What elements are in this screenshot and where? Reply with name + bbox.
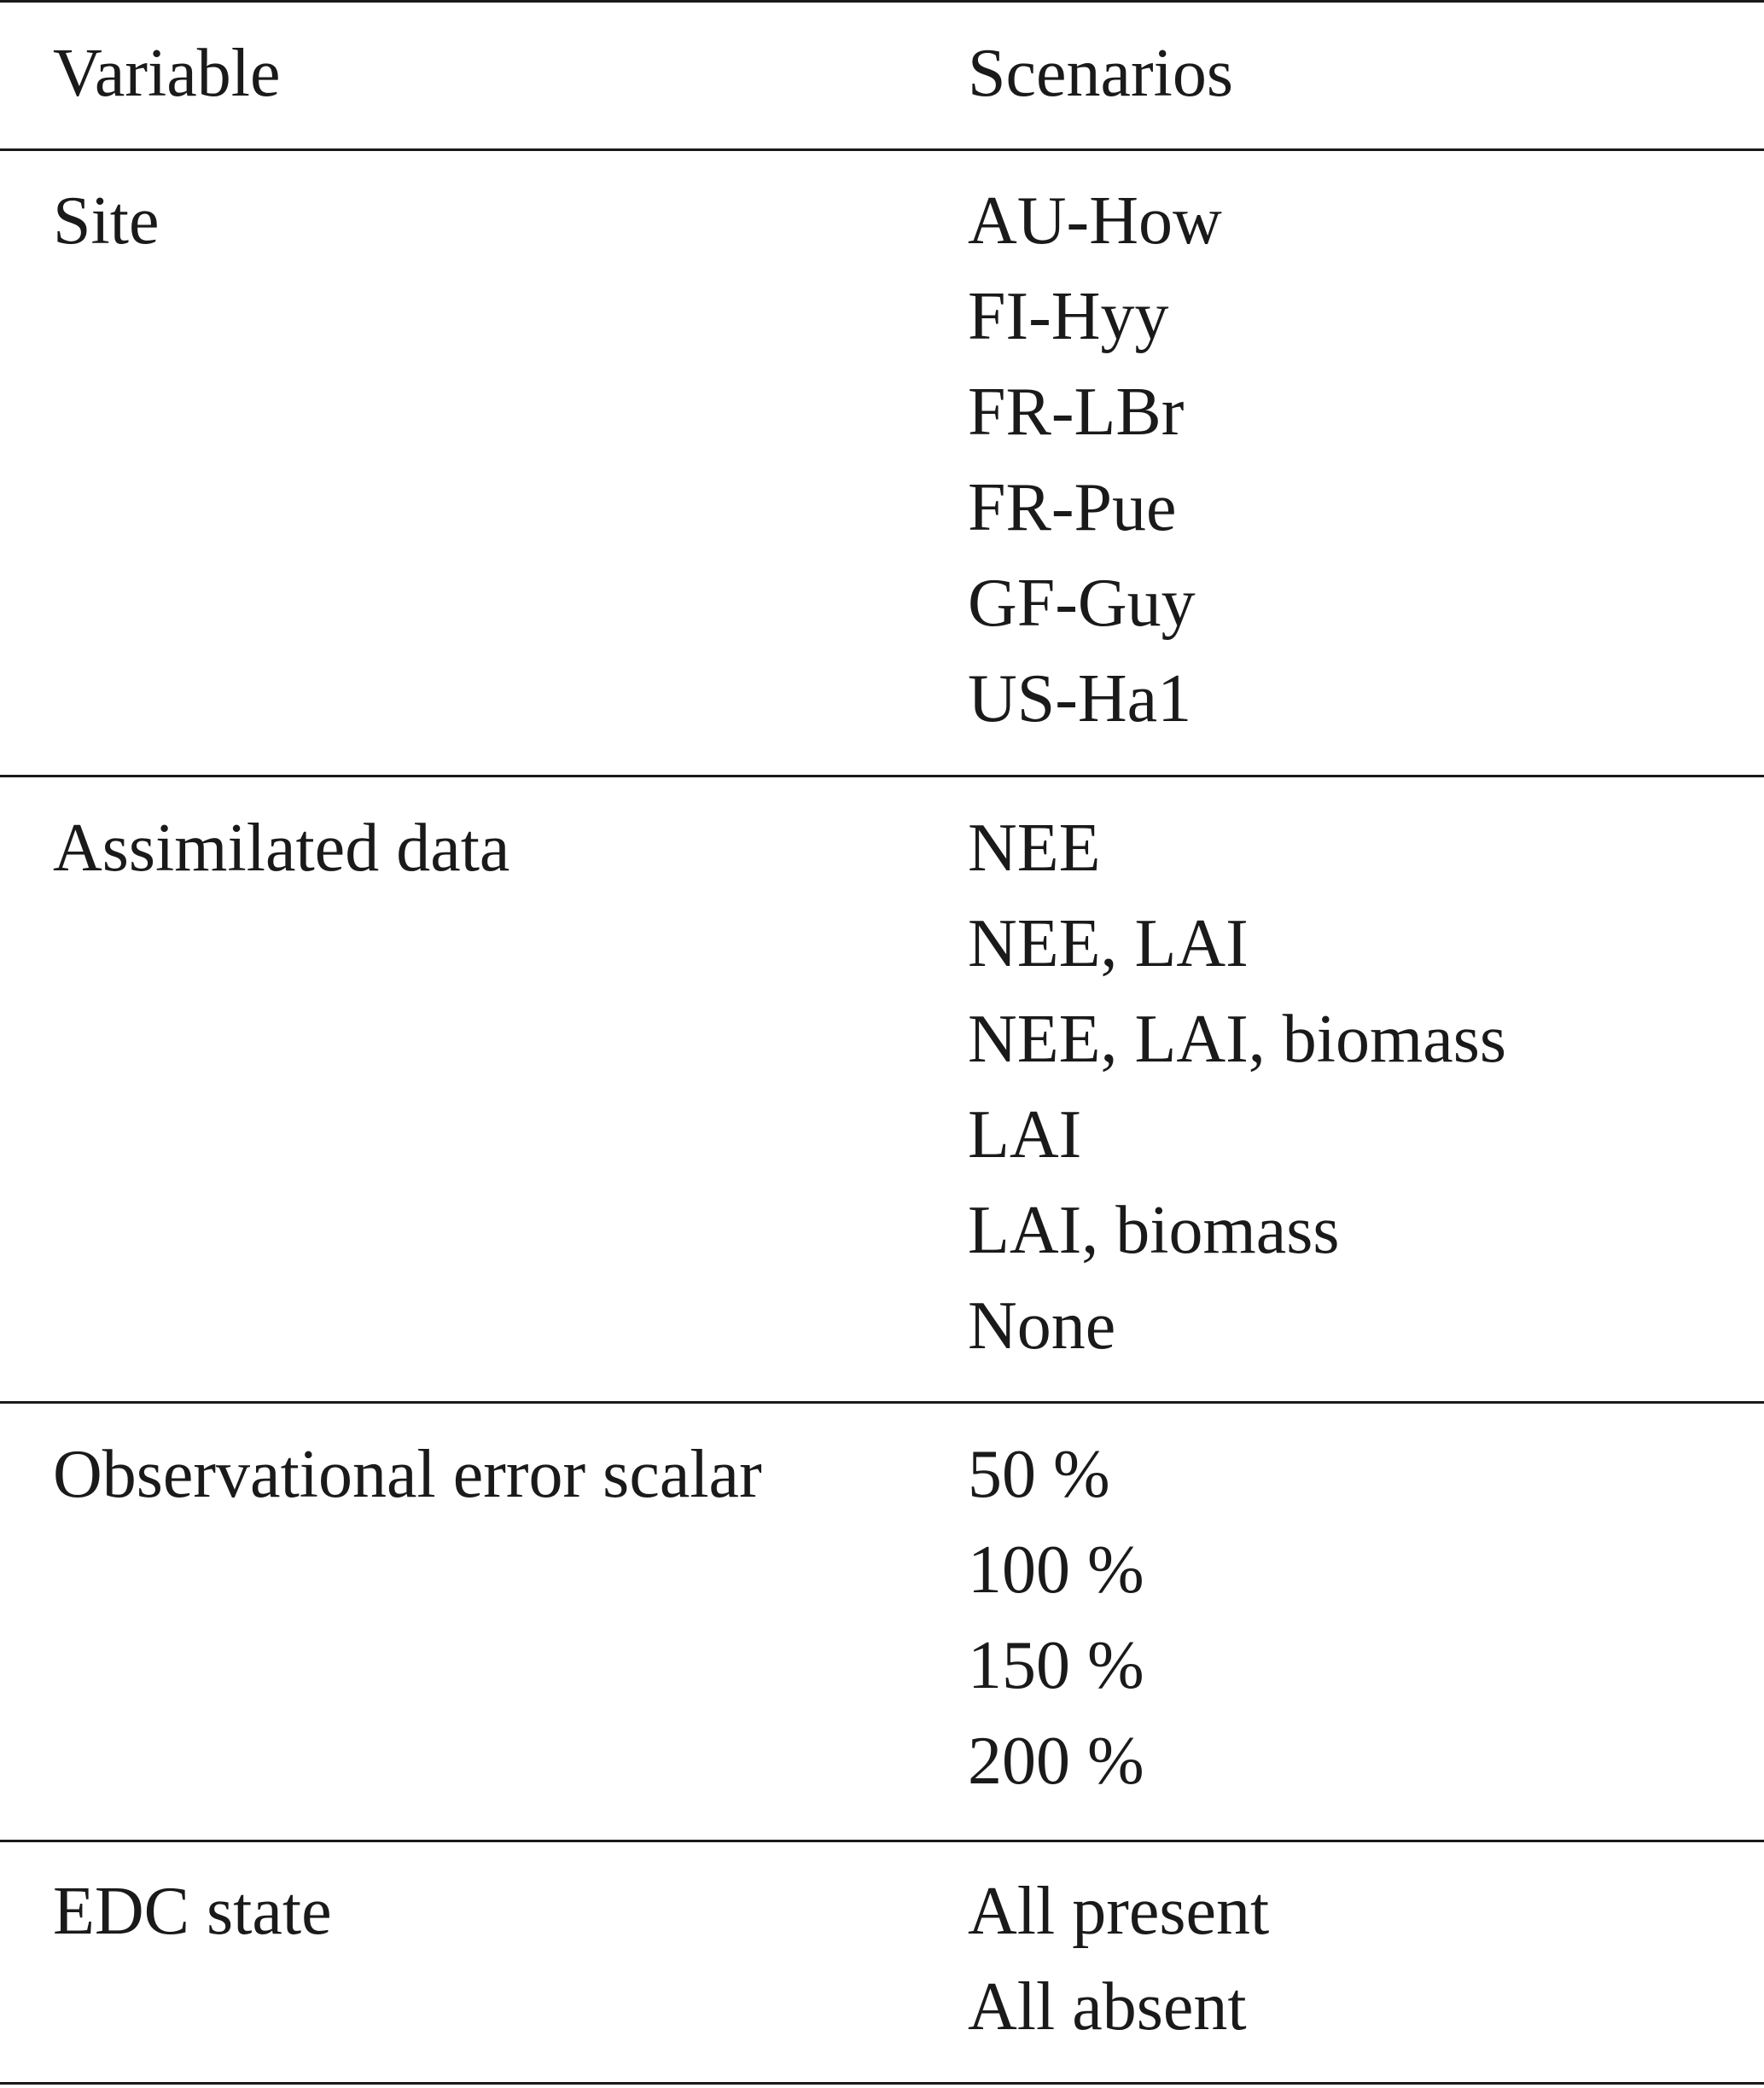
scenario-item: NEE, LAI, biomass <box>968 1002 1507 1077</box>
scenario-item: NEE, LAI <box>968 906 1249 981</box>
table-row-variable: Site <box>53 183 160 259</box>
header-variable: Variable <box>53 36 281 111</box>
scenario-item: LAI <box>968 1097 1082 1172</box>
row-divider <box>0 1401 1764 1404</box>
table-row-scenarios <box>968 1427 1144 1809</box>
scenario-item: All absent <box>968 1969 1247 2044</box>
table-row-scenarios <box>968 800 1506 1374</box>
table-bottom-rule <box>0 2082 1764 2085</box>
table-row-variable: Observational error scalar <box>53 1437 762 1512</box>
scenario-item: None <box>968 1288 1116 1364</box>
scenario-item: 150 % <box>968 1628 1144 1703</box>
scenario-item: GF-Guy <box>968 566 1196 641</box>
scenario-item: LAI, biomass <box>968 1193 1340 1268</box>
row-divider <box>0 1840 1764 1842</box>
scenario-item: US-Ha1 <box>968 661 1192 736</box>
header-scenarios: Scenarios <box>968 36 1234 111</box>
scenario-item: 200 % <box>968 1724 1144 1799</box>
scenario-item: 100 % <box>968 1533 1144 1608</box>
scenario-item: AU-How <box>968 183 1222 259</box>
table-row-scenarios <box>968 1864 1269 2055</box>
scenario-item: FR-Pue <box>968 470 1177 545</box>
scenario-item: 50 % <box>968 1437 1110 1512</box>
scenario-item: FI-Hyy <box>968 279 1169 354</box>
table-row-scenarios <box>968 173 1222 747</box>
scenario-item: All present <box>968 1874 1270 1949</box>
scenario-item: NEE <box>968 811 1101 886</box>
table-top-rule <box>0 0 1764 3</box>
header-rule <box>0 148 1764 151</box>
scenario-item: FR-LBr <box>968 375 1185 450</box>
row-divider <box>0 775 1764 777</box>
table-row-variable: Assimilated data <box>53 811 510 886</box>
table-row-variable: EDC state <box>53 1874 332 1949</box>
